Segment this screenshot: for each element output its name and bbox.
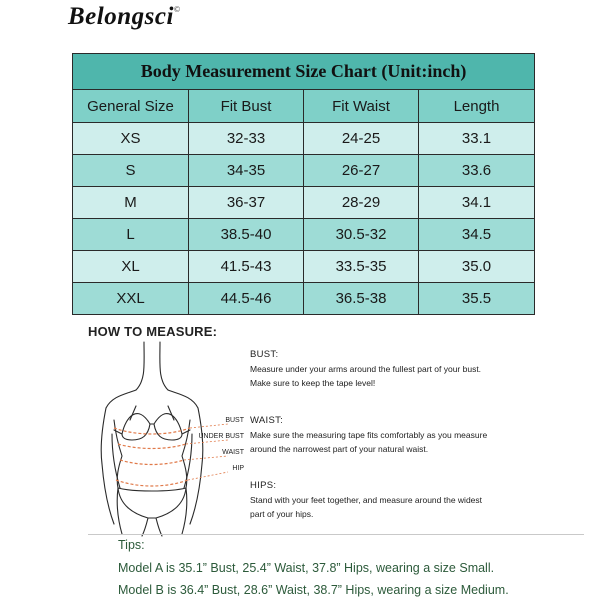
waist-tape (120, 460, 184, 465)
cell-length: 35.0 (419, 251, 535, 283)
bust-line-1: Measure under your arms around the fullest part of your bust. (250, 364, 482, 374)
cell-size: L (73, 219, 189, 251)
waist-line-2: around the narrowest part of your natural waist. (250, 444, 429, 454)
section-divider (88, 534, 584, 535)
under-bust-tape (118, 444, 186, 449)
cell-length: 33.1 (419, 123, 535, 155)
header-length: Length (419, 90, 535, 123)
cell-bust: 41.5-43 (189, 251, 304, 283)
table-row (73, 219, 535, 251)
cell-waist: 28-29 (304, 187, 419, 219)
bust-line-2: Make sure to keep the tape level! (250, 378, 376, 388)
body-figure-illustration (86, 338, 246, 538)
tips-label: Tips: (118, 538, 145, 552)
figure-label-bust: BUST (225, 417, 244, 424)
figure-label-hip: HIP (232, 465, 244, 472)
figure-label-under-bust: UNDER BUST (198, 433, 244, 440)
cell-waist: 30.5-32 (304, 219, 419, 251)
brand-name: Belongsci (68, 3, 174, 30)
waist-line-1: Make sure the measuring tape fits comfortably as you measure (250, 430, 488, 440)
header-general-size: General Size (73, 90, 189, 123)
cell-size: XL (73, 251, 189, 283)
cell-waist: 26-27 (304, 155, 419, 187)
cell-bust: 36-37 (189, 187, 304, 219)
cell-size: XXL (73, 283, 189, 315)
cell-waist: 36.5-38 (304, 283, 419, 315)
brand-logo (68, 3, 180, 31)
hips-heading: HIPS: (250, 480, 277, 491)
table-row (73, 187, 535, 219)
hips-line-2: part of your hips. (250, 509, 314, 519)
waist-instructions (250, 414, 550, 456)
cell-size: M (73, 187, 189, 219)
cell-bust: 32-33 (189, 123, 304, 155)
cell-bust: 34-35 (189, 155, 304, 187)
bust-tape (114, 428, 190, 434)
table-row (73, 155, 535, 187)
head-outline (136, 342, 144, 390)
header-fit-waist: Fit Waist (304, 90, 419, 123)
bust-heading: BUST: (250, 349, 279, 360)
bust-instructions (250, 348, 550, 390)
copyright-mark: © (173, 5, 181, 14)
cell-length: 34.5 (419, 219, 535, 251)
tip-model-b: Model B is 36.4” Bust, 28.6” Waist, 38.7” Hips, wearing a size Medium. (118, 583, 509, 597)
cell-waist: 33.5-35 (304, 251, 419, 283)
cell-length: 35.5 (419, 283, 535, 315)
figure-label-waist: WAIST (222, 449, 244, 456)
bra-cup-right (154, 414, 182, 440)
hips-instructions (250, 479, 550, 521)
table-header-row (73, 90, 535, 123)
cell-size: XS (73, 123, 189, 155)
cell-length: 33.6 (419, 155, 535, 187)
cell-waist: 24-25 (304, 123, 419, 155)
shoulder-outline (106, 390, 136, 408)
right-arm (190, 408, 203, 524)
size-chart-title: Body Measurement Size Chart (Unit:inch) (73, 54, 535, 90)
table-row (73, 123, 535, 155)
left-arm (101, 408, 114, 524)
bra-cup-left (122, 414, 150, 440)
table-row (73, 251, 535, 283)
cell-length: 34.1 (419, 187, 535, 219)
hip-tape (116, 480, 188, 486)
table-row (73, 283, 535, 315)
size-chart-table (72, 53, 535, 315)
how-to-measure-title: HOW TO MEASURE: (88, 324, 218, 339)
hips-line-1: Stand with your feet together, and measure around the widest (250, 495, 483, 505)
tip-model-a: Model A is 35.1” Bust, 25.4” Waist, 37.8” Hips, wearing a size Small. (118, 561, 495, 575)
header-fit-bust: Fit Bust (189, 90, 304, 123)
cell-size: S (73, 155, 189, 187)
brief-outline (118, 488, 186, 518)
cell-bust: 44.5-46 (189, 283, 304, 315)
waist-heading: WAIST: (250, 415, 284, 426)
cell-bust: 38.5-40 (189, 219, 304, 251)
